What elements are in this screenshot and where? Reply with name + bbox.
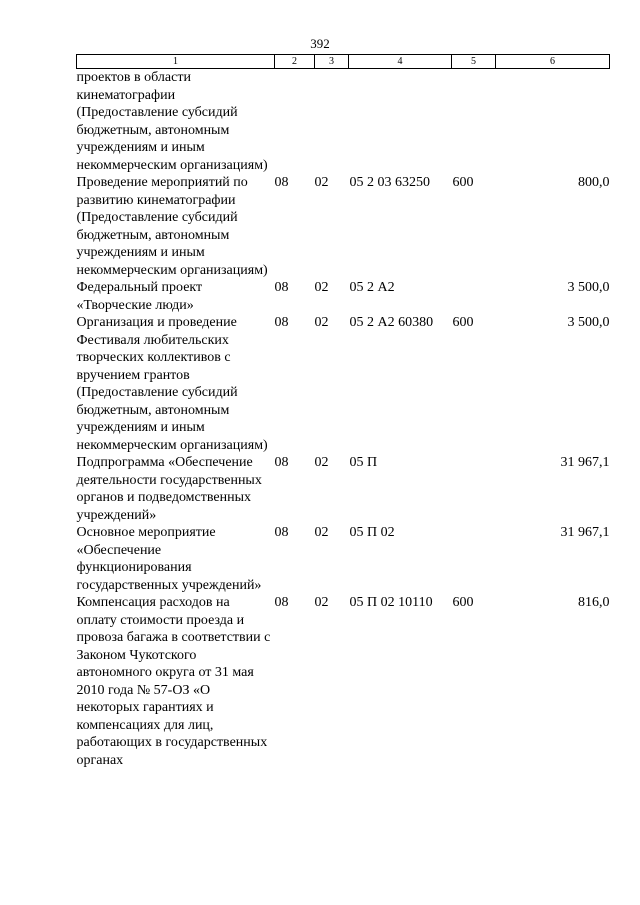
column-header-6: 6 xyxy=(496,55,610,69)
row-amount: 31 967,1 xyxy=(560,455,610,470)
row-section: 08 xyxy=(274,455,289,470)
row-expense-type: 600 xyxy=(452,315,474,330)
table-row xyxy=(77,69,610,175)
row-amount: 31 967,1 xyxy=(560,525,610,540)
row-section: 08 xyxy=(274,525,289,540)
row-subsection: 02 xyxy=(314,455,329,470)
row-target-article: 05 П xyxy=(349,455,378,470)
row-subsection: 02 xyxy=(314,280,329,295)
row-target-article: 05 П 02 xyxy=(349,525,395,540)
row-section: 08 xyxy=(274,280,289,295)
header-row xyxy=(77,55,610,69)
row-name: Подпрограмма «Обеспечение деятельности государственных органов и подведомственных учреждений» xyxy=(76,455,262,523)
table-row xyxy=(77,314,610,454)
row-target-article: 05 2 А2 60380 xyxy=(349,315,434,330)
column-header-4: 4 xyxy=(349,55,452,69)
row-target-article: 05 П 02 10110 xyxy=(349,595,433,610)
row-amount: 800,0 xyxy=(578,175,610,190)
row-amount: 816,0 xyxy=(578,595,610,610)
row-subsection: 02 xyxy=(314,525,329,540)
row-name: проектов в области кинематографии (Предоставление субсидий бюджетным, автономным учреждениям и иным некоммерческим организациям) xyxy=(76,70,268,173)
row-name: Проведение мероприятий по развитию кинематографии (Предоставление субсидий бюджетным, автономным учреждениям и иным некоммерческим организациям) xyxy=(76,175,268,278)
table-header xyxy=(77,55,610,69)
row-name: Основное мероприятие «Обеспечение функционирования государственных учреждений» xyxy=(76,525,262,593)
column-header-1: 1 xyxy=(77,55,275,69)
row-name: Организация и проведение Фестиваля любительских творческих коллективов с вручением грантов (Предоставление субсидий бюджетным, автономным учреждениям и иным некоммерческим организациям) xyxy=(76,315,268,453)
row-target-article: 05 2 А2 xyxy=(349,280,395,295)
table-row xyxy=(77,279,610,314)
row-expense-type xyxy=(452,279,496,314)
row-section: 08 xyxy=(274,315,289,330)
row-amount xyxy=(496,69,610,175)
row-name: Компенсация расходов на оплату стоимости проезда и провоза багажа в соответствии с Законом Чукотского автономного округа от 31 мая 2010 года № 57-ОЗ «О некоторых гарантиях и компенсациях для лиц, работающих в государственных органах xyxy=(76,595,271,768)
budget-table xyxy=(76,54,610,769)
row-section: 08 xyxy=(274,595,289,610)
row-target-article: 05 2 03 63250 xyxy=(349,175,430,190)
row-expense-type xyxy=(452,524,496,594)
row-section xyxy=(275,69,315,175)
row-target-article xyxy=(349,69,452,175)
page-number: 392 xyxy=(310,36,330,51)
table-row xyxy=(77,524,610,594)
column-header-2: 2 xyxy=(275,55,315,69)
table-row xyxy=(77,454,610,524)
row-subsection xyxy=(315,69,349,175)
table-row xyxy=(77,174,610,279)
row-subsection: 02 xyxy=(314,595,329,610)
row-subsection: 02 xyxy=(314,315,329,330)
column-header-5: 5 xyxy=(452,55,496,69)
column-header-3: 3 xyxy=(315,55,349,69)
row-name: Федеральный проект «Творческие люди» xyxy=(76,280,203,313)
row-expense-type xyxy=(452,69,496,175)
row-expense-type: 600 xyxy=(452,175,474,190)
row-expense-type xyxy=(452,454,496,524)
row-section: 08 xyxy=(274,175,289,190)
row-amount: 3 500,0 xyxy=(567,280,610,295)
row-subsection: 02 xyxy=(314,175,329,190)
row-expense-type: 600 xyxy=(452,595,474,610)
table-row xyxy=(77,594,610,769)
row-amount: 3 500,0 xyxy=(567,315,610,330)
